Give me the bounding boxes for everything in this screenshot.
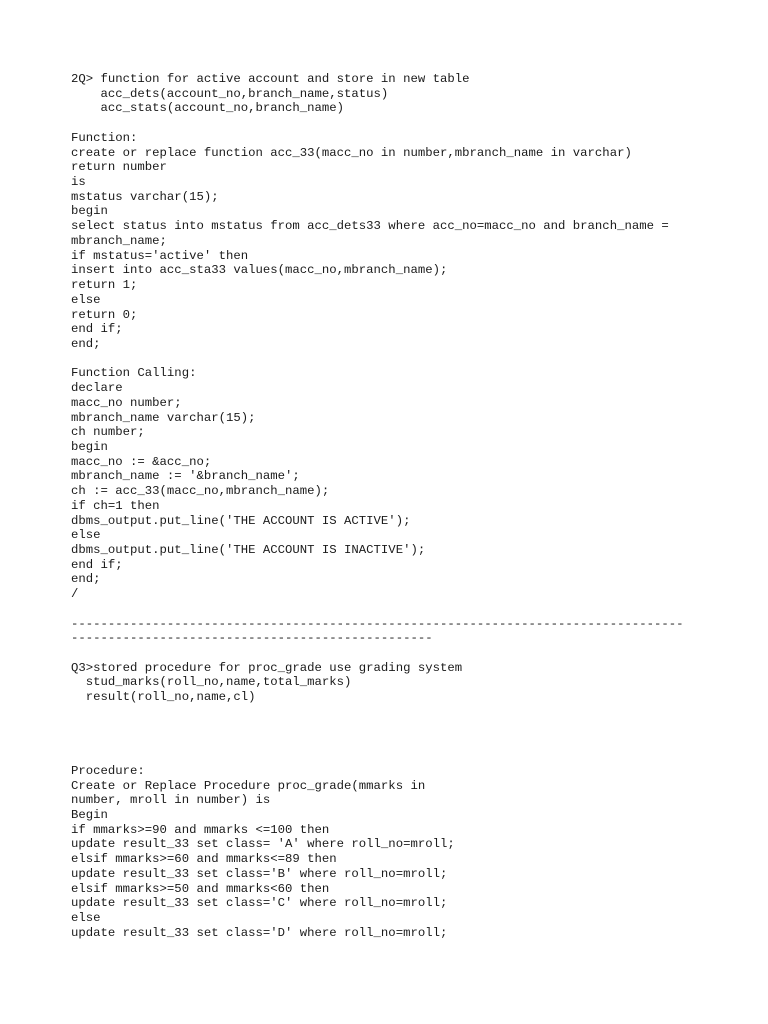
code-line bbox=[71, 749, 684, 764]
code-line: Begin bbox=[71, 807, 108, 822]
code-line: if ch=1 then bbox=[71, 498, 160, 513]
code-line: ------------------------------------------------- bbox=[71, 631, 433, 646]
code-line: return 1; bbox=[71, 278, 138, 293]
code-line: macc_no := &acc_no; bbox=[71, 454, 212, 469]
code-line: Function Calling: bbox=[71, 366, 197, 381]
code-line: insert into acc_sta33 values(macc_no,mbranch_name); bbox=[71, 263, 448, 278]
code-line: update result_33 set class= 'A' where roll_no=mroll; bbox=[71, 837, 455, 852]
code-line: stud_marks(roll_no,name,total_marks) bbox=[71, 675, 352, 690]
code-line: update result_33 set class='B' where roll_no=mroll; bbox=[71, 866, 448, 881]
code-line: ch := acc_33(macc_no,mbranch_name); bbox=[71, 484, 330, 499]
code-line: end if; bbox=[71, 322, 123, 337]
code-line: Procedure: bbox=[71, 763, 145, 778]
code-line: else bbox=[71, 910, 101, 925]
code-line: end; bbox=[71, 572, 101, 587]
code-line: elsif mmarks>=60 and mmarks<=89 then bbox=[71, 852, 337, 867]
code-line: end if; bbox=[71, 557, 123, 572]
code-line: Create or Replace Procedure proc_grade(mmarks in bbox=[71, 778, 426, 793]
code-line: mbranch_name; bbox=[71, 233, 167, 248]
code-line bbox=[71, 720, 684, 735]
code-line: begin bbox=[71, 204, 108, 219]
code-line: dbms_output.put_line('THE ACCOUNT IS INACTIVE'); bbox=[71, 543, 426, 557]
code-line: acc_dets(account_no,branch_name,status) bbox=[71, 86, 389, 101]
code-line: number, mroll in number) is bbox=[71, 793, 271, 808]
code-text-block bbox=[71, 72, 684, 940]
code-line: ----------------------------------------------------------------------------------- bbox=[71, 616, 684, 631]
code-line bbox=[71, 352, 684, 367]
code-line: ch number; bbox=[71, 425, 145, 440]
code-line bbox=[71, 602, 684, 617]
code-line bbox=[71, 116, 684, 131]
code-line bbox=[71, 734, 684, 749]
code-line: Function: bbox=[71, 130, 138, 145]
code-line: else bbox=[71, 528, 101, 543]
code-line: update result_33 set class='C' where roll_no=mroll; bbox=[71, 896, 448, 911]
code-line: return number bbox=[71, 160, 167, 175]
code-line: / bbox=[71, 587, 79, 602]
code-line: mbranch_name := '&branch_name'; bbox=[71, 469, 300, 484]
code-line: update result_33 set class='D' where roll_no=mroll; bbox=[71, 925, 448, 940]
code-line: mstatus varchar(15); bbox=[71, 189, 219, 204]
code-line: select status into mstatus from acc_dets33 where acc_no=macc_no and branch_name = bbox=[71, 219, 669, 234]
code-line: elsif mmarks>=50 and mmarks<60 then bbox=[71, 881, 330, 896]
code-line: macc_no number; bbox=[71, 395, 182, 410]
code-line: Q3>stored procedure for proc_grade use grading system bbox=[71, 660, 463, 675]
code-line: acc_stats(account_no,branch_name) bbox=[71, 101, 345, 116]
code-line: dbms_output.put_line('THE ACCOUNT IS ACTIVE'); bbox=[71, 513, 411, 528]
code-line: else bbox=[71, 292, 101, 307]
code-line: result(roll_no,name,cl) bbox=[71, 690, 256, 705]
code-line: mbranch_name varchar(15); bbox=[71, 410, 256, 425]
code-line: declare bbox=[71, 381, 123, 396]
code-line: create or replace function acc_33(macc_no in number,mbranch_name in varchar) bbox=[71, 145, 632, 160]
code-line: return 0; bbox=[71, 307, 138, 322]
code-line: if mmarks>=90 and mmarks <=100 then bbox=[71, 822, 330, 837]
code-line bbox=[71, 646, 684, 661]
code-line bbox=[71, 705, 684, 720]
code-line: if mstatus='active' then bbox=[71, 248, 249, 263]
code-line: is bbox=[71, 175, 86, 190]
code-line: 2Q> function for active account and store in new table bbox=[71, 72, 470, 86]
code-line: begin bbox=[71, 439, 108, 454]
code-line: end; bbox=[71, 336, 101, 351]
